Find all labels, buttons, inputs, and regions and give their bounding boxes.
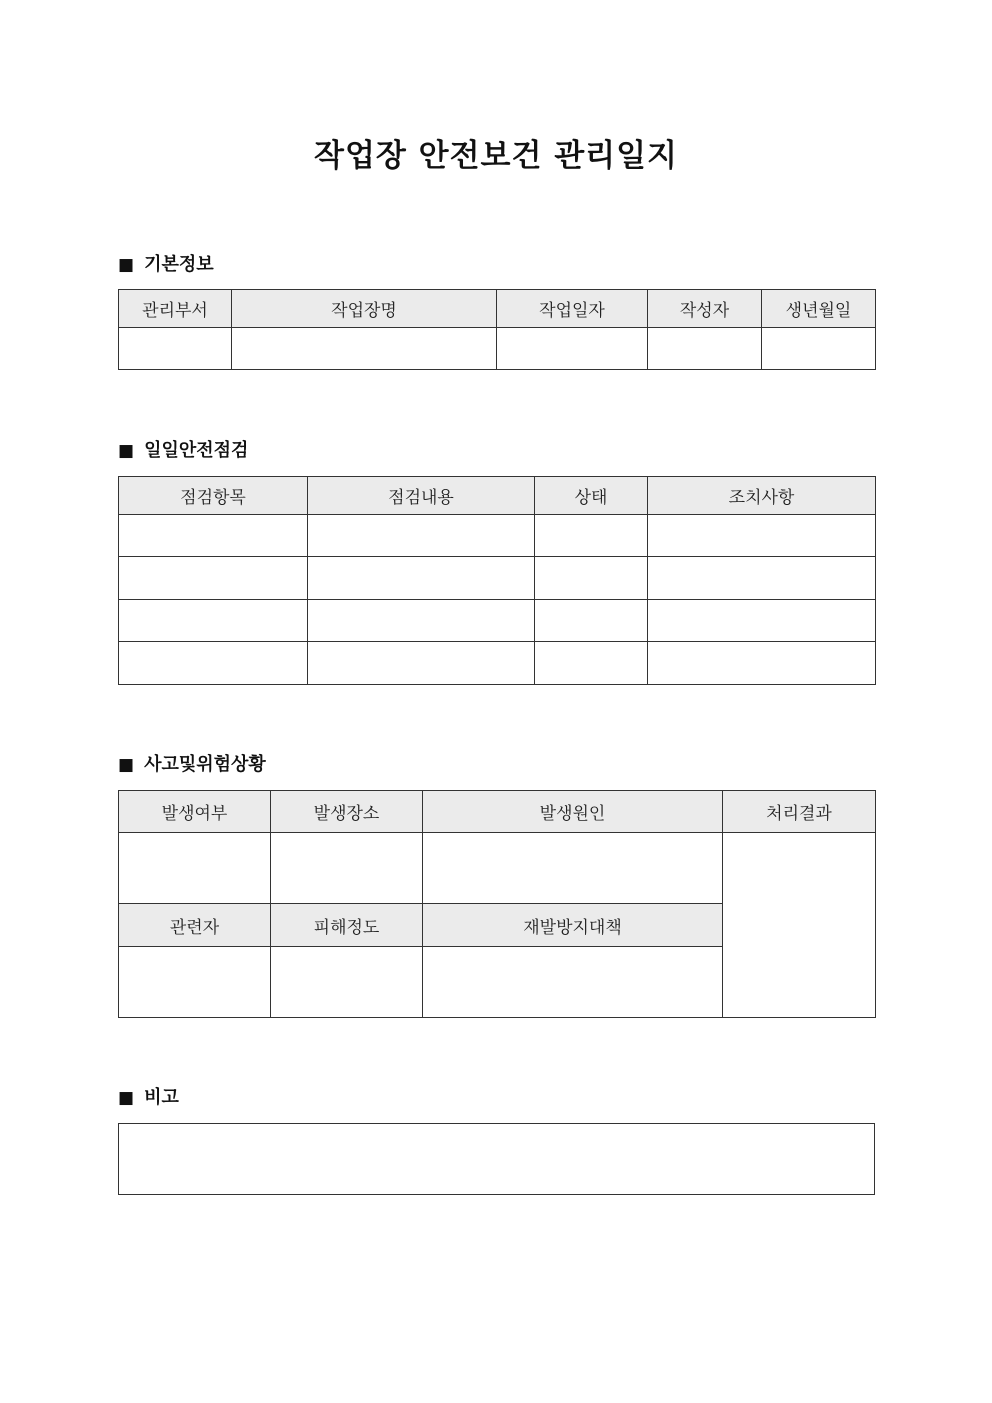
- input-cell[interactable]: [535, 600, 648, 642]
- input-cell[interactable]: [119, 600, 308, 642]
- section-marker-icon: ■: [118, 755, 135, 775]
- input-cell-related-person[interactable]: [119, 947, 271, 1018]
- table-row: [119, 515, 876, 557]
- input-cell[interactable]: [535, 515, 648, 557]
- input-cell[interactable]: [648, 515, 876, 557]
- header-cell-cause: 발생원인: [423, 791, 723, 833]
- input-cell[interactable]: [308, 557, 535, 600]
- input-cell[interactable]: [648, 642, 876, 685]
- table-header-row: [119, 791, 876, 833]
- daily-check-table: [118, 476, 876, 685]
- input-cell[interactable]: [535, 642, 648, 685]
- section-heading-basic-info: [118, 253, 214, 277]
- input-cell-prevention[interactable]: [423, 947, 723, 1018]
- header-cell-check-content: 점검내용: [308, 477, 535, 515]
- section-marker-icon: ■: [118, 255, 135, 275]
- input-cell[interactable]: [648, 557, 876, 600]
- header-cell-prevention: 재발방지대책: [423, 904, 723, 947]
- section-heading-label: 기본정보: [144, 254, 214, 275]
- accident-table: [118, 790, 876, 1018]
- input-cell-birth-date[interactable]: [762, 328, 876, 370]
- input-cell[interactable]: [535, 557, 648, 600]
- table-row: [119, 833, 876, 904]
- header-cell-check-item: 점검항목: [119, 477, 308, 515]
- header-cell-occurrence: 발생여부: [119, 791, 271, 833]
- header-cell-result: 처리결과: [723, 791, 876, 833]
- header-cell-related-person: 관련자: [119, 904, 271, 947]
- input-cell-work-date[interactable]: [497, 328, 648, 370]
- header-cell-department: 관리부서: [119, 290, 232, 328]
- table-header-row: [119, 290, 876, 328]
- input-cell[interactable]: [308, 515, 535, 557]
- input-cell-result[interactable]: [723, 833, 876, 1018]
- input-cell-author[interactable]: [648, 328, 762, 370]
- section-heading-label: 비고: [144, 1087, 179, 1108]
- header-cell-author: 작성자: [648, 290, 762, 328]
- input-cell[interactable]: [648, 600, 876, 642]
- header-cell-birth-date: 생년월일: [762, 290, 876, 328]
- table-row: [119, 557, 876, 600]
- table-header-row: [119, 477, 876, 515]
- section-marker-icon: ■: [118, 1088, 135, 1108]
- header-cell-damage-level: 피해정도: [271, 904, 423, 947]
- input-cell[interactable]: [119, 515, 308, 557]
- section-heading-label: 일일안전점검: [144, 440, 249, 461]
- header-cell-status: 상태: [535, 477, 648, 515]
- input-cell[interactable]: [308, 600, 535, 642]
- section-heading-label: 사고및위험상황: [144, 754, 266, 775]
- input-cell-location[interactable]: [271, 833, 423, 904]
- section-marker-icon: ■: [118, 441, 135, 461]
- header-cell-workplace-name: 작업장명: [232, 290, 497, 328]
- table-row: [119, 328, 876, 370]
- input-cell-cause[interactable]: [423, 833, 723, 904]
- input-cell-damage-level[interactable]: [271, 947, 423, 1018]
- input-cell-occurrence[interactable]: [119, 833, 271, 904]
- section-heading-remarks: [118, 1086, 179, 1110]
- input-cell-workplace-name[interactable]: [232, 328, 497, 370]
- section-heading-daily-check: [118, 439, 248, 463]
- section-heading-accident: [118, 753, 266, 777]
- input-cell[interactable]: [308, 642, 535, 685]
- basic-info-table: [118, 289, 876, 370]
- header-cell-work-date: 작업일자: [497, 290, 648, 328]
- input-cell[interactable]: [119, 642, 308, 685]
- table-row: [119, 642, 876, 685]
- remarks-input-box[interactable]: [118, 1123, 875, 1195]
- header-cell-action: 조치사항: [648, 477, 876, 515]
- input-cell-department[interactable]: [119, 328, 232, 370]
- page-title: 작업장 안전보건 관리일지: [314, 138, 678, 174]
- header-cell-location: 발생장소: [271, 791, 423, 833]
- input-cell[interactable]: [119, 557, 308, 600]
- table-row: [119, 600, 876, 642]
